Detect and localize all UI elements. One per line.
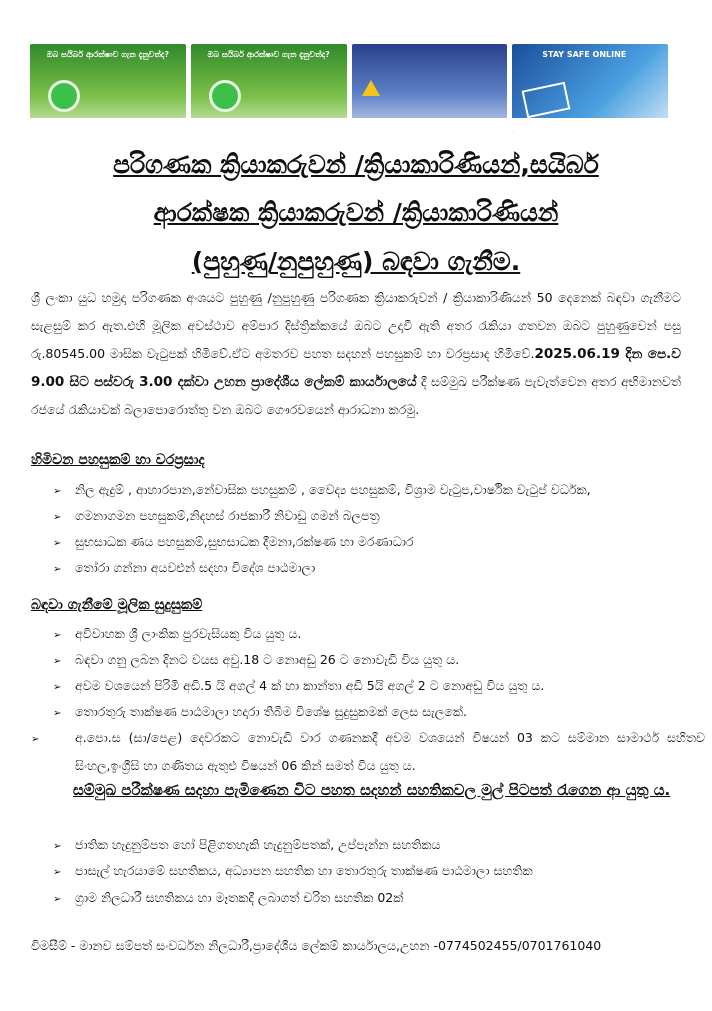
list-item: ➢ ග්‍රාම නිලධාරී සහතිකය හා මෑතකදී ලබාගත් චරිත සහතික 02ක් — [53, 885, 683, 913]
intro-paragraph: ශ්‍රී ලංකා යුධ හමුදා පරිගණක අංශයට පුහුණු /නුපුහුණු පරිගණක ක්‍රියාකරුවන් / ක්‍රියාකාරිණියන් 50 දෙනෙක් බඳවා ගැනීමට සැළසුම් කර ඇත.එහි මූලික අවස්ථාව අම්පාර දිස්ත්‍රික්කයේ ඔබට උදාවී ඇති අතර රැකියා ගතවන ඔබට පුහුණුවෙන් පසු රු.80545.00 මාසික වැටුපක් හිමිවේ.ඒට අමතරව පහත සදහන් පහසුකම් හා වරප්‍රසාද හිමිවේ.2025.06.19 දින පෙ.ව 9.00 සිට පස්වරු 3.00 දක්වා උහන ප්‍රාදේශීය ලේකම් කාර්යාලයේ දී සම්මුඛ පරීක්ෂණ පැවැත්වෙන අතර අභිමානවත් රජයේ රැකියාවක් බලාපොරොත්තු වන ඔබට ගෞරවයෙන් ආරාධනා කරමු. — [31, 290, 681, 417]
interview-date-location: 2025.06.19 දින පෙ.ව 9.00 සිට පස්වරු 3.00 දක්වා උහන ප්‍රාදේශීය ලේකම් කාර්යාලයේ — [31, 346, 681, 390]
arrow-bullet-icon: ➢ — [53, 708, 62, 719]
benefits-heading: හිමිවන පහසුකම් හා වරප්‍රසාද — [31, 452, 205, 468]
arrow-bullet-icon: ➢ — [53, 512, 62, 523]
contact-footer: විමසීම් - මානව සම්පත් සංවර්ධන නිලධාරී,ප්‍රාදේශීය ලේකම් කාර්යාලය,උහන -0774502455/0701761040 — [31, 938, 602, 953]
requirements-heading: බඳවා ගැනීමේ මූලික සුදුසුකම් — [31, 597, 203, 613]
page-title-line-1: පරිගණක ක්‍රියාකරුවන් /ක්‍රියාකාරිණියන්,සයිබර් — [113, 150, 599, 179]
list-item: ➢ තෝරා ගන්නා අයවළුන් සදහා විදේශ පාඨමාලා — [53, 555, 683, 583]
page-title-line-2: ආරක්ෂක ක්‍රියාකරුවන් /ක්‍රියාකාරිණියන් — [153, 198, 559, 227]
arrow-bullet-icon: ➢ — [53, 564, 62, 575]
warning-icon — [362, 80, 380, 96]
envelope-icon — [522, 82, 571, 119]
arrow-bullet-icon: ➢ — [53, 486, 62, 497]
arrow-bullet-icon: ➢ — [53, 656, 62, 667]
banner-cyber-awareness-1: ඔබ සයිබර් ආරක්ෂාව ගැන දැනුවත්ද? — [30, 44, 186, 132]
page-title-line-3: (පුහුණු/නුපුහුණු) බඳවා ගැනීම. — [191, 247, 521, 276]
list-item: ➢ නිල ඇදුම් , ආහාරපාන,නේවාසික පහසුකම් , වෛද්‍ය පහසුකම්, විශ්‍රාම වැටුප,වාර්ෂික වැටුප් වර්ධක, — [53, 477, 683, 505]
list-item: ➢ අ.පො.ස (සා/පෙළ) දෙවරකට නොවැඩි වාර ගණනකදී අවම වශයෙන් විෂයන් 03 කට සම්මාන සාමාර්ථ සහිතව සිංහල,ඉංග්‍රීසි හා ගණිතය ඇතුළු විෂයන් 06 කින් සමත් විය යුතු ය. — [53, 725, 705, 779]
list-item: ➢ පාසැල් හැරයාමේ සහතිකය, අධ්‍යාපන සහතික හා තොරතුරු තාක්ෂණ පාඨමාලා සහතික — [53, 858, 683, 886]
banner-warning — [352, 44, 508, 132]
arrow-bullet-icon: ➢ — [31, 734, 40, 745]
list-item: ➢ බඳවා ගනු ලබන දිනට වයස අවු.18 ට නොඅඩු 26 ට නොවැඩි විය යුතු ය. — [53, 647, 683, 675]
list-item: ➢ සුභසාධක ණය පහසුකම්,සුභසාධක දීමනා,රක්ෂණ හා මරණාධාර — [53, 529, 683, 557]
list-item: ➢ තොරතුරු තාක්ෂණ පාඨමාලා හදාරා තිබීම විශේෂ සුදුසුකමක් ලෙස සැලකේ. — [53, 699, 683, 727]
whatsapp-icon — [209, 80, 241, 112]
banner-cyber-awareness-2: ඔබ සයිබර් ආරක්ෂාව ගැන දැනුවත්ද? — [191, 44, 347, 132]
banner-stay-safe-online: STAY SAFE ONLINE — [512, 44, 668, 132]
whatsapp-icon — [48, 80, 80, 112]
arrow-bullet-icon: ➢ — [53, 630, 62, 641]
arrow-bullet-icon: ➢ — [53, 841, 62, 852]
banner-strip — [30, 44, 668, 132]
list-item: ➢ ගමනාගමන පහසුකම්,නිදහස් රාජකාරී නිවාඩු ගමන් බලපත්‍ර — [53, 503, 683, 531]
list-item: ➢ ජාතික හැදුනුම්පත හෝ පිළිගතහැකි හැදුනුම්පතක්, උප්පැන්න සහතිකය — [53, 832, 683, 860]
arrow-bullet-icon: ➢ — [53, 682, 62, 693]
documents-heading: සම්මුඛ පරීක්ෂණ සදහා පැමිණෙන විට පහත සදහන් සහතිකවල මුල් පිටපත් රැගෙන ආ යුතු ය. — [73, 781, 671, 799]
arrow-bullet-icon: ➢ — [53, 538, 62, 549]
list-item: ➢ අවිවාහක ශ්‍රී ලාංකික පුරවැසියකු විය යුතු ය. — [53, 621, 683, 649]
arrow-bullet-icon: ➢ — [53, 867, 62, 878]
arrow-bullet-icon: ➢ — [53, 894, 62, 905]
list-item: ➢ අවම වශයෙන් පිරිමි අඩි.5 යි අගල් 4 ක් හා කාන්තා අඩි 5යි අගල් 2 ට නොඅඩු විය යුතු ය. — [53, 673, 683, 701]
